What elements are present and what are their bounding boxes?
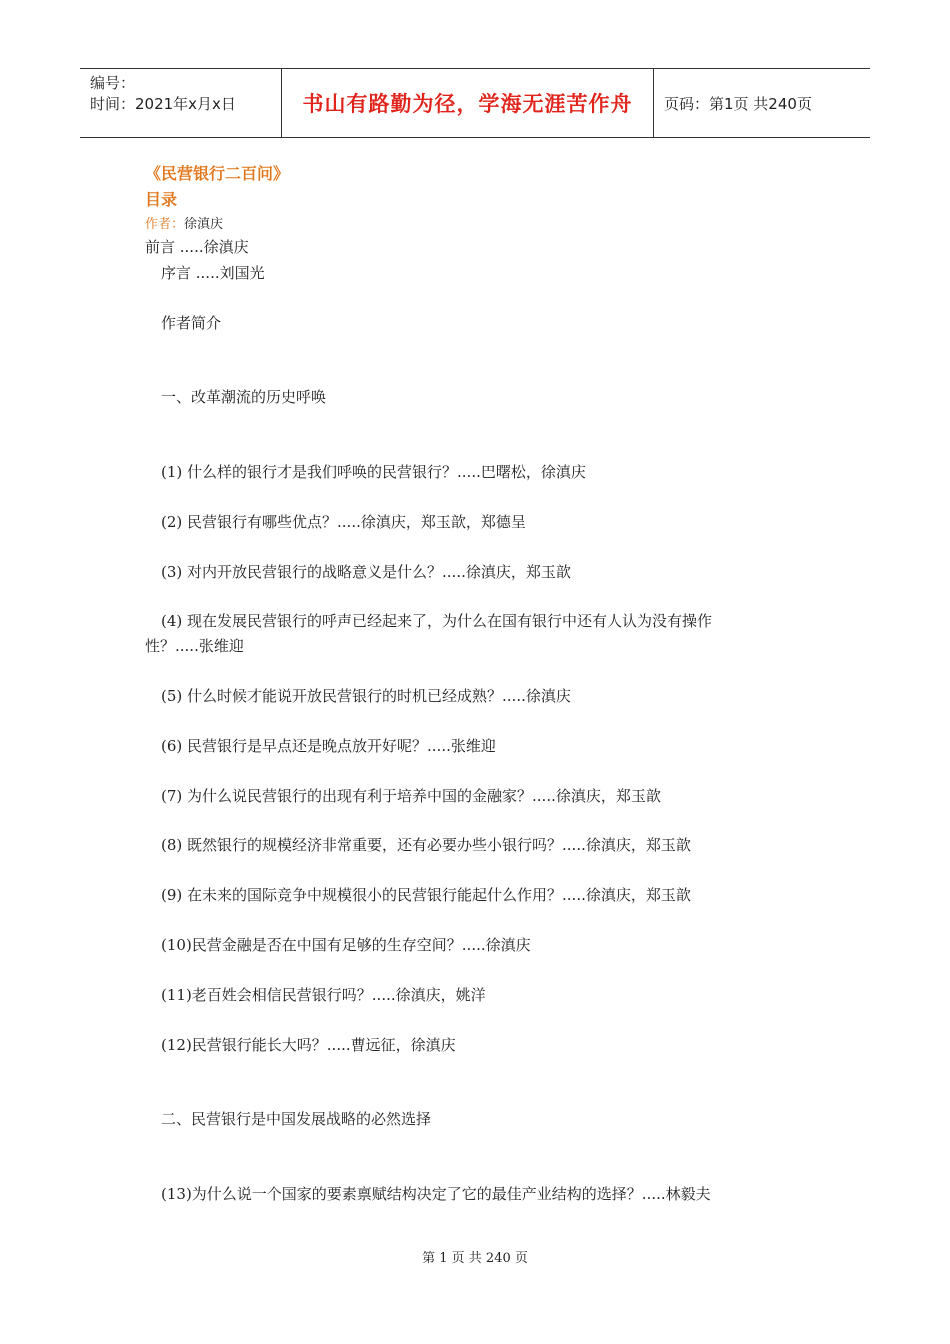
- doc-title: 《民营银行二百问》: [145, 164, 290, 183]
- number-label: 编号：: [90, 74, 136, 92]
- toc-item-9: (9) 在未来的国际竞争中规模很小的民营银行能起什么作用？.....徐滇庆，郑玉歆: [161, 886, 691, 904]
- toc-item-4: (4) 现在发展民营银行的呼声已经起来了，为什么在国有银行中还有人认为没有操作: [161, 612, 713, 630]
- toc-item-6: (6) 民营银行是早点还是晚点放开好呢？.....张维迎: [161, 737, 496, 755]
- header-motto: 书山有路勤为径，学海无涯苦作舟: [302, 92, 633, 116]
- header-motto-cell: [282, 69, 654, 137]
- author-line: [145, 213, 223, 232]
- toc-item-3: (3) 对内开放民营银行的战略意义是什么？.....徐滇庆，郑玉歆: [161, 563, 571, 581]
- toc-item-13: (13)为什么说一个国家的要素禀赋结构决定了它的最佳产业结构的选择？.....林毅夫: [161, 1185, 711, 1203]
- page-footer: 第 1 页 共 240 页: [422, 1251, 528, 1266]
- toc-item-10: (10)民营金融是否在中国有足够的生存空间？.....徐滇庆: [161, 936, 531, 954]
- header-page-info: 页码：第1页 共240页: [664, 94, 812, 113]
- toc-section-2: 二、民营银行是中国发展战略的必然选择: [161, 1110, 432, 1128]
- toc-item-12: (12)民营银行能长大吗？.....曹远征，徐滇庆: [161, 1036, 456, 1054]
- toc-section-1: 一、改革潮流的历史呼唤: [161, 388, 327, 406]
- toc-item-8: (8) 既然银行的规模经济非常重要，还有必要办些小银行吗？.....徐滇庆，郑玉歆: [161, 836, 691, 854]
- toc-item-5: (5) 什么时候才能说开放民营银行的时机已经成熟？.....徐滇庆: [161, 687, 571, 705]
- toc-item-2: (2) 民营银行有哪些优点？.....徐滇庆，郑玉歆，郑德呈: [161, 513, 526, 531]
- toc-item-11: (11)老百姓会相信民营银行吗？.....徐滇庆，姚洋: [161, 986, 486, 1004]
- author-label: 作者：: [145, 217, 185, 232]
- toc-line-foreword: 序言 .....刘国光: [161, 264, 265, 282]
- toc-label: 目录: [145, 190, 178, 209]
- toc-item-4-cont: 性？.....张维迎: [145, 637, 244, 655]
- header-meta: [80, 69, 282, 137]
- author-name: 徐滇庆: [184, 217, 224, 232]
- toc-line-author-intro: 作者简介: [161, 314, 222, 332]
- toc-line-preface: 前言 .....徐滇庆: [145, 238, 249, 256]
- time-label: 时间：2021年x月x日: [90, 95, 236, 113]
- toc-item-1: (1) 什么样的银行才是我们呼唤的民营银行？.....巴曙松，徐滇庆: [161, 463, 586, 481]
- toc-item-7: (7) 为什么说民营银行的出现有利于培养中国的金融家？.....徐滇庆，郑玉歆: [161, 787, 661, 805]
- page-header: [80, 68, 870, 138]
